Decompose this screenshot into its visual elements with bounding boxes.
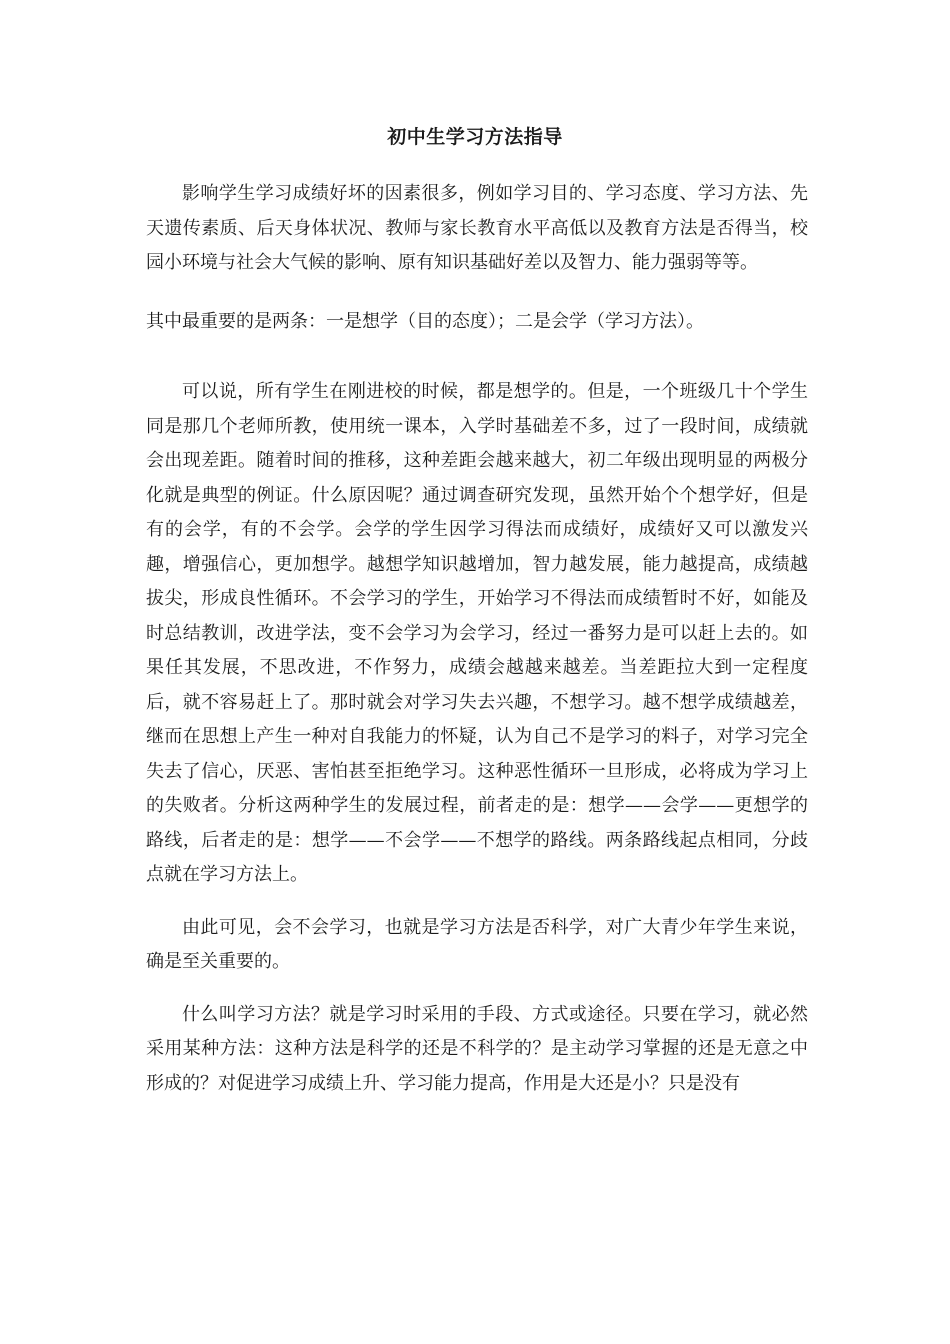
paragraph-importance: 由此可见，会不会学习，也就是学习方法是否科学，对广大青少年学生来说，确是至关重要的。 (146, 916, 808, 972)
paragraph-definition: 什么叫学习方法？就是学习时采用的手段、方式或途径。只要在学习，就必然采用某种方法：这种方法是科学的还是不科学的？是主动学习掌握的还是无意之中形成的？对促进学习成绩上升、学习能力提高，作用是大还是小？只是没有 (146, 1003, 808, 1094)
paragraph-learning-gap: 可以说，所有学生在刚进校的时候，都是想学的。但是，一个班级几十个学生同是那几个老师所教，使用统一课本，入学时基础差不多，过了一段时间，成绩就会出现差距。随着时间的推移，这种差距会越来越大，初二年级出现明显的两极分化就是典型的例证。什么原因呢？通过调查研究发现，虽然开始个个想学好，但是有的会学，有的不会学。会学的学生因学习得法而成绩好，成绩好又可以激发兴趣，增强信心，更加想学。越想学知识越增加，智力越发展，能力越提高，成绩越拔尖，形成良性循环。不会学习的学生，开始学习不得法而成绩暂时不好，如能及时总结教训，改进学法，变不会学习为会学习，经过一番努力是可以赶上去的。如果任其发展，不思改进，不作努力，成绩会越越来越差。当差距拉大到一定程度后，就不容易赶上了。那时就会对学习失去兴趣，不想学习。越不想学成绩越差，继而在思想上产生一种对自我能力的怀疑，认为自己不是学习的料子，对学习完全失去了信心，厌恶、害怕甚至拒绝学习。这种恶性循环一旦形成，必将成为学习上的失败者。分析这两种学生的发展过程，前者走的是：想学——会学——更想学的路线，后者走的是：想学——不会学——不想学的路线。两条路线起点相同，分歧点就在学习方法上。 (146, 381, 808, 885)
document-body (146, 177, 808, 1119)
paragraph-influencing-factors: 影响学生学习成绩好坏的因素很多，例如学习目的、学习态度、学习方法、先天遗传素质、后天身体状况、教师与家长教育水平高低以及教育方法是否得当，校园小环境与社会大气候的影响、原有知识基础好差以及智力、能力强弱等等。 (146, 183, 808, 273)
paragraph-two-key-points: 其中最重要的是两条：一是想学（目的态度）；二是会学（学习方法）。 (146, 310, 704, 332)
document-title: 初中生学习方法指导 (387, 126, 563, 148)
